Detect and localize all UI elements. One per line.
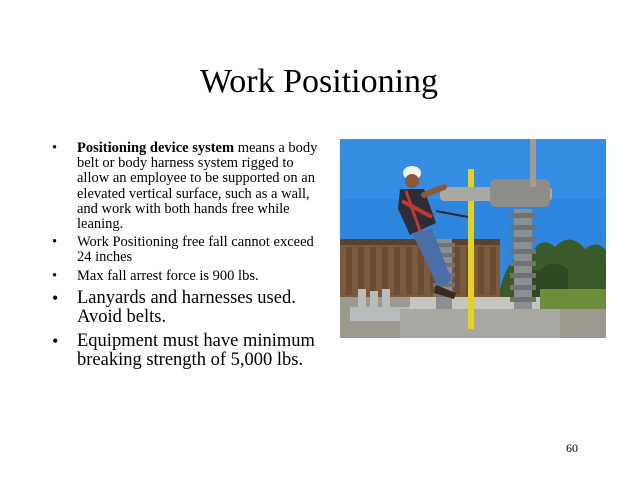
- bullet-marker: •: [52, 330, 59, 351]
- equipment-platform: [400, 309, 560, 338]
- page-number: 60: [566, 441, 578, 455]
- bullet-text: Equipment must have minimum breaking strength of 5,000 lbs.: [77, 330, 315, 370]
- bullet-item: [48, 141, 318, 232]
- bullet-text: means a body belt or body harness system rigged to allow an employee to be supported on an elevated vertical surface, such as a wall, and work with both hands free while leaning.: [77, 140, 318, 233]
- bullet-item: [48, 289, 318, 327]
- bullet-marker: •: [52, 234, 58, 251]
- bullet-marker: •: [52, 267, 58, 284]
- bullet-marker: •: [52, 140, 58, 156]
- substation-photo-illustration: [340, 139, 606, 338]
- bullet-marker: •: [52, 287, 59, 308]
- bullet-text: Work Positioning free fall cannot exceed 24 inches: [77, 234, 314, 266]
- bullet-text: Lanyards and harnesses used. Avoid belts.: [77, 287, 296, 327]
- substation-photo: [340, 139, 606, 338]
- bullet-item: [48, 269, 318, 284]
- slide-title: Work Positioning: [199, 63, 439, 100]
- term-bold: Positioning device system: [77, 140, 235, 156]
- conductor-vertical: [530, 139, 536, 187]
- switch-head: [490, 179, 550, 207]
- bullet-item: [48, 332, 318, 370]
- worker-head: [405, 174, 419, 188]
- bullet-list: [48, 141, 318, 373]
- bullet-item: [48, 235, 318, 265]
- bullet-text: Max fall arrest force is 900 lbs.: [77, 267, 259, 284]
- grass: [540, 289, 606, 309]
